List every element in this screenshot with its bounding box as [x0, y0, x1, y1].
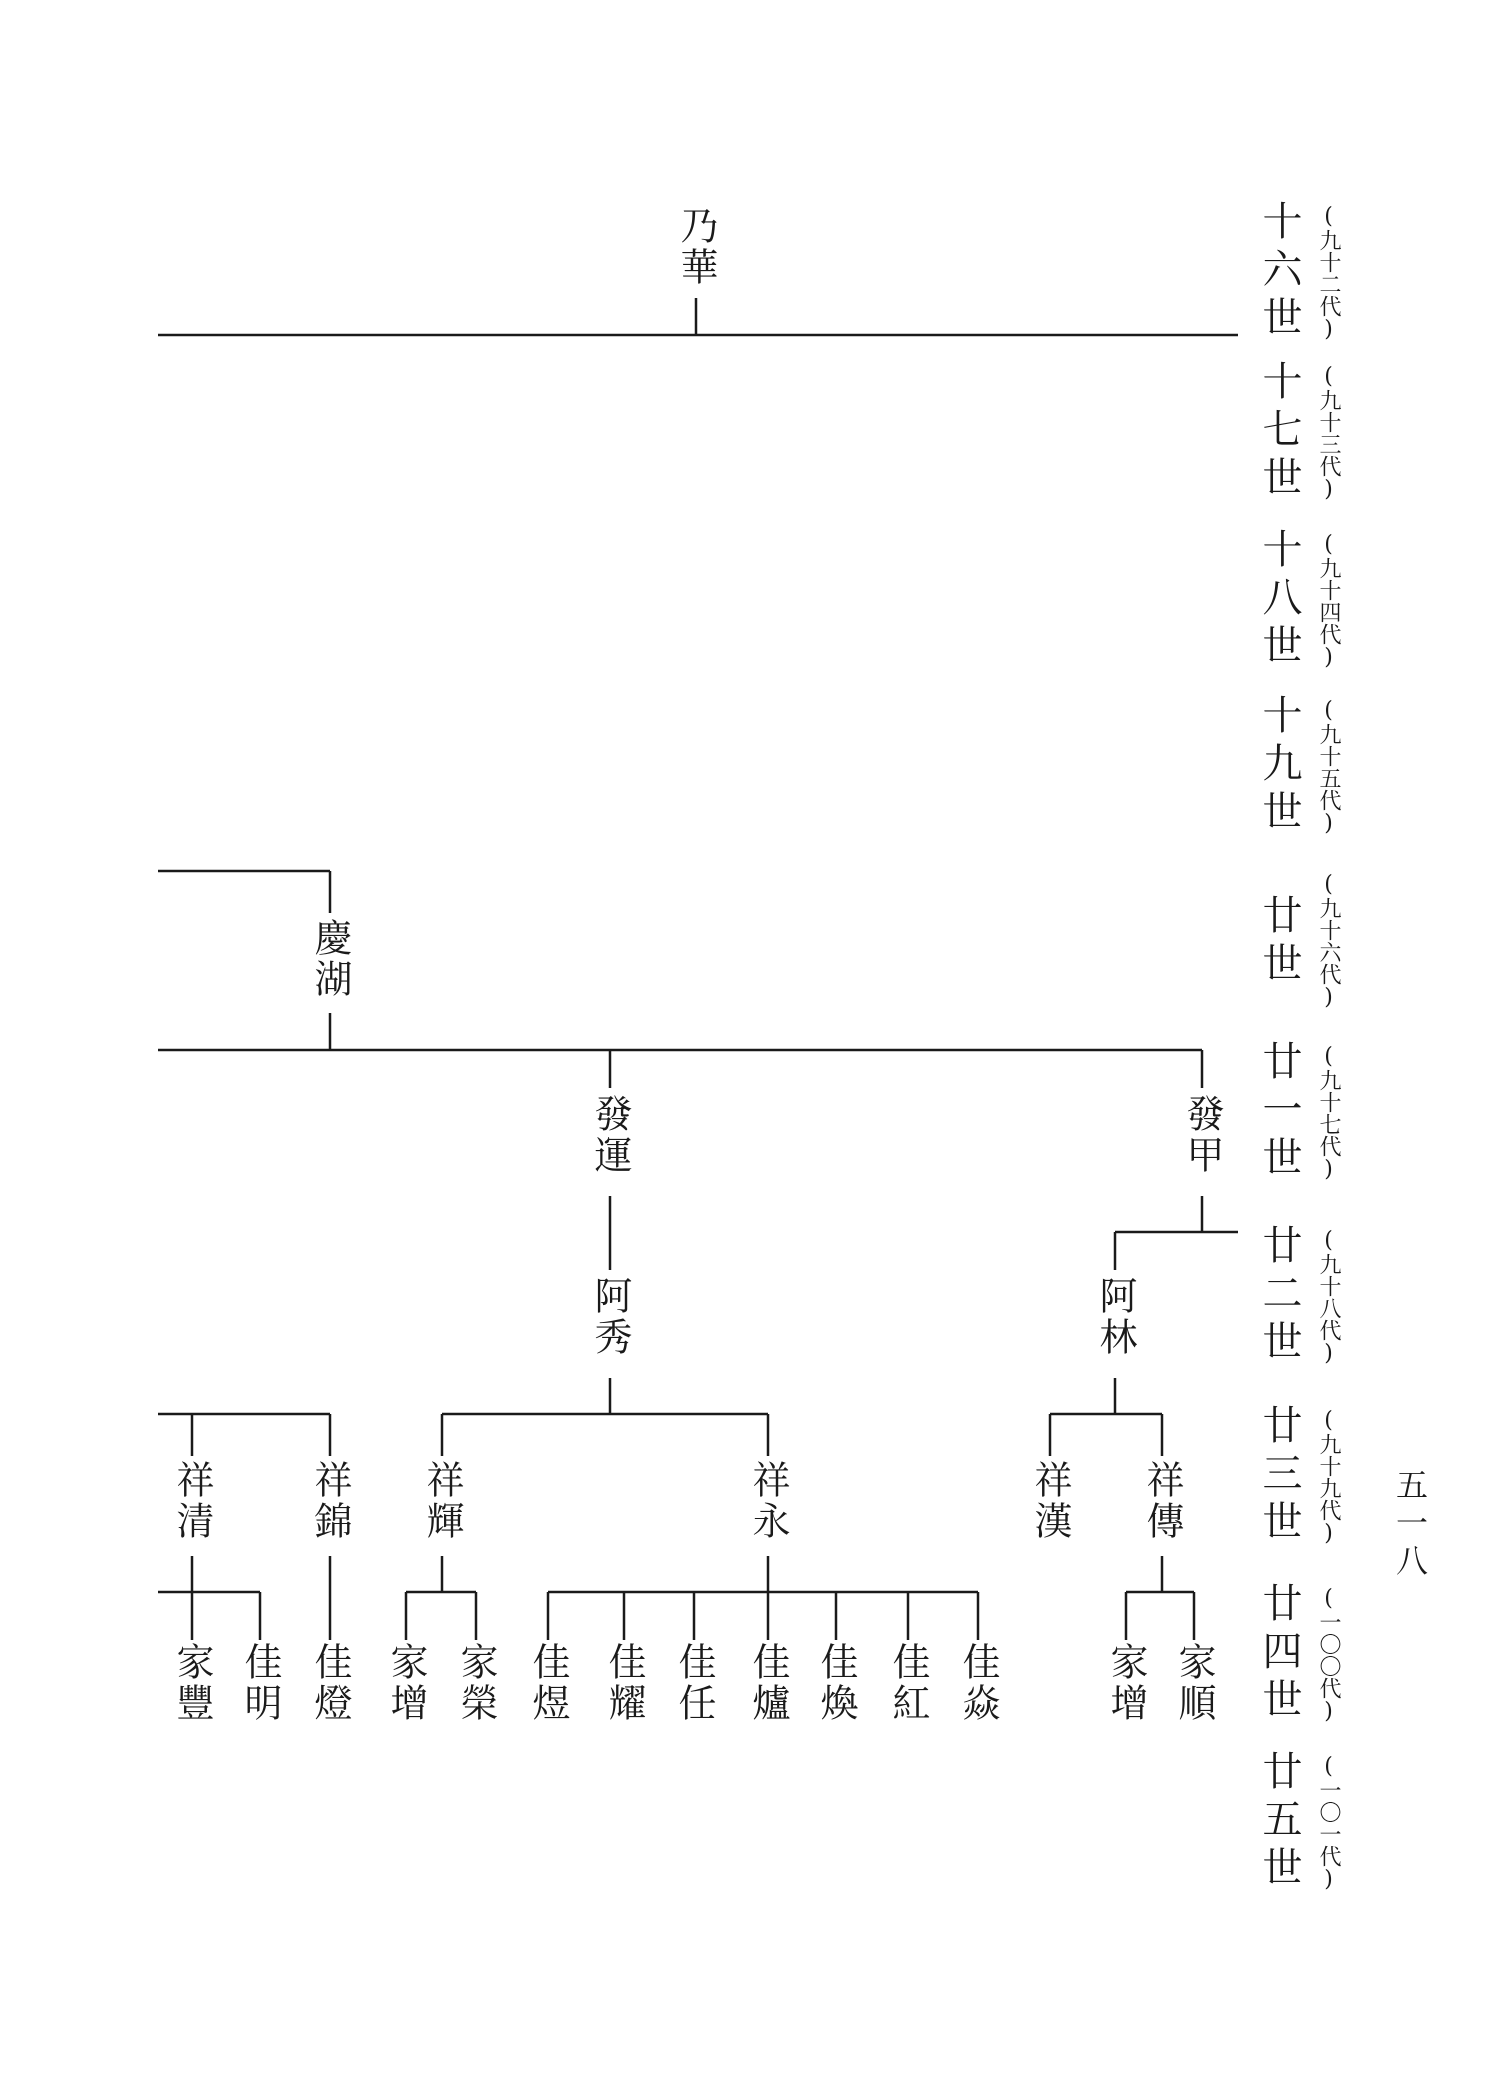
generation-label: 廿四世 — [1256, 1582, 1302, 1726]
person-jiahuan: 佳煥 — [814, 1642, 858, 1724]
dai-label: (一〇〇代) — [1316, 1586, 1341, 1724]
dai-label: (九十七代) — [1316, 1044, 1341, 1182]
person-xianghan: 祥漢 — [1028, 1460, 1072, 1542]
person-naihua: 乃華 — [674, 206, 718, 288]
person-jiarong: 家榮 — [454, 1642, 498, 1724]
person-fayun: 發運 — [588, 1094, 632, 1176]
generation-label: 廿三世 — [1256, 1404, 1302, 1548]
dai-label: (九十五代) — [1316, 698, 1341, 836]
person-xiangyong: 祥永 — [746, 1460, 790, 1542]
person-qinghu: 慶湖 — [308, 918, 352, 1000]
person-xiangqing: 祥清 — [170, 1460, 214, 1542]
person-jiahong: 佳紅 — [886, 1642, 930, 1724]
person-axiu: 阿秀 — [588, 1276, 632, 1358]
person-fajia: 發甲 — [1180, 1094, 1224, 1176]
page-number: 五一八 — [1391, 1468, 1429, 1582]
dai-label: (九十二代) — [1316, 204, 1341, 342]
generation-label: 十六世 — [1256, 200, 1302, 344]
person-alin: 阿林 — [1093, 1276, 1137, 1358]
dai-label: (九十九代) — [1316, 1408, 1341, 1546]
dai-label: (九十四代) — [1316, 532, 1341, 670]
generation-label: 十七世 — [1256, 360, 1302, 504]
person-jiayan: 佳焱 — [956, 1642, 1000, 1724]
person-jiazeng-b: 家增 — [1104, 1642, 1148, 1724]
person-xianghui: 祥輝 — [420, 1460, 464, 1542]
person-jiaming: 佳明 — [238, 1642, 282, 1724]
generation-label: 廿世 — [1256, 894, 1302, 990]
dai-label: (一〇一代) — [1316, 1754, 1341, 1892]
person-jiashun: 家順 — [1172, 1642, 1216, 1724]
person-xiangjin: 祥錦 — [308, 1460, 352, 1542]
person-jiazeng-a: 家增 — [384, 1642, 428, 1724]
generation-label: 廿五世 — [1256, 1750, 1302, 1894]
dai-label: (九十八代) — [1316, 1228, 1341, 1366]
person-jiayi: 佳煜 — [526, 1642, 570, 1724]
person-jiafeng: 家豐 — [170, 1642, 214, 1724]
person-jiadeng: 佳燈 — [308, 1642, 352, 1724]
generation-label: 十八世 — [1256, 528, 1302, 672]
dai-label: (九十三代) — [1316, 364, 1341, 502]
generation-label: 廿一世 — [1256, 1040, 1302, 1184]
person-jialu: 佳爐 — [746, 1642, 790, 1724]
dai-label: (九十六代) — [1316, 872, 1341, 1010]
generation-label: 廿二世 — [1256, 1224, 1302, 1368]
person-jiaren: 佳任 — [672, 1642, 716, 1724]
person-xiangchuan: 祥傳 — [1140, 1460, 1184, 1542]
generation-label: 十九世 — [1256, 694, 1302, 838]
person-jiayao: 佳耀 — [602, 1642, 646, 1724]
